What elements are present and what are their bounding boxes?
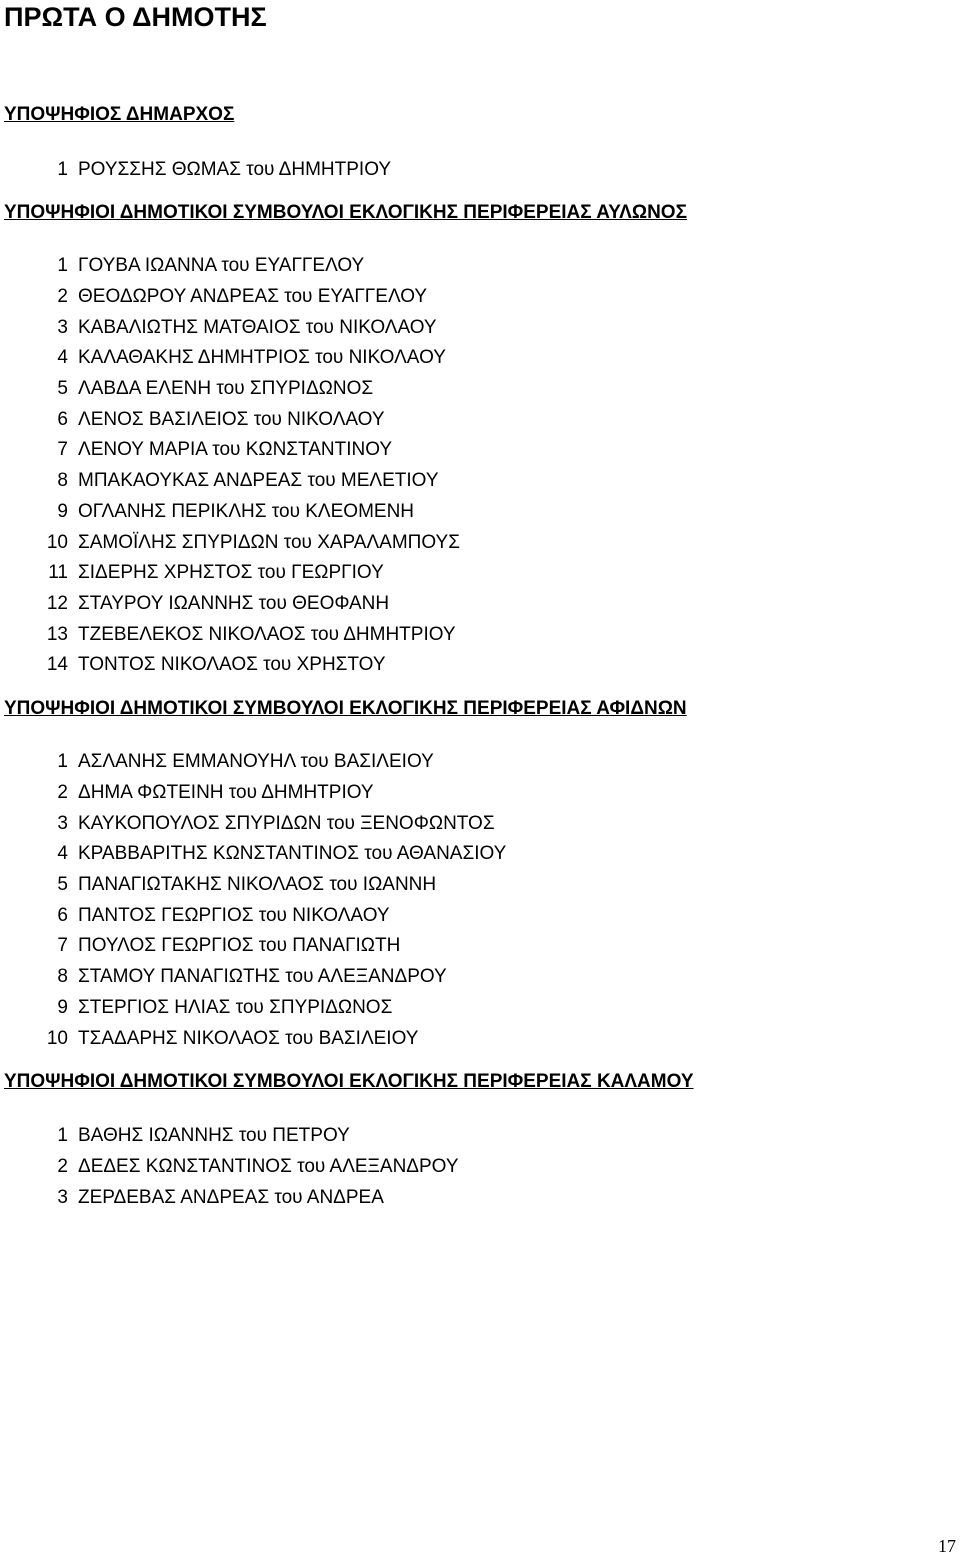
candidate-name: ΚΡΑΒΒΑΡΙΤΗΣ ΚΩΝΣΤΑΝΤΙΝΟΣ του ΑΘΑΝΑΣΙΟΥ	[78, 843, 507, 865]
list-item	[0, 1182, 459, 1213]
section-heading-avlonos: ΥΠΟΨΗΦΙΟΙ ΔΗΜΟΤΙΚΟΙ ΣΥΜΒΟΥΛΟΙ ΕΚΛΟΓΙΚΗΣ ΠΕΡΙΦΕΡΕΙΑΣ ΑΥΛΩΝΟΣ	[4, 202, 687, 223]
list-item	[0, 374, 460, 405]
candidate-number: 9	[57, 996, 68, 1018]
candidate-number: 12	[46, 592, 68, 614]
list-item	[0, 558, 460, 589]
candidate-name: ΚΑΥΚΟΠΟΥΛΟΣ ΣΠΥΡΙΔΩΝ του ΞΕΝΟΦΩΝΤΟΣ	[78, 812, 495, 834]
candidate-name: ΔΗΜΑ ΦΩΤΕΙΝΗ του ΔΗΜΗΤΡΙΟΥ	[78, 782, 374, 804]
candidate-number: 6	[57, 408, 68, 430]
candidate-name: ΣΤΕΡΓΙΟΣ ΗΛΙΑΣ του ΣΠΥΡΙΔΩΝΟΣ	[78, 996, 393, 1018]
list-item	[0, 466, 460, 497]
candidate-number: 8	[57, 966, 68, 988]
candidate-number: 5	[57, 378, 68, 400]
candidate-number: 4	[57, 843, 68, 865]
candidate-name: ΤΖΕΒΕΛΕΚΟΣ ΝΙΚΟΛΑΟΣ του ΔΗΜΗΤΡΙΟΥ	[78, 623, 456, 645]
list-item	[0, 282, 460, 313]
page-title: ΠΡΩΤΑ Ο ΔΗΜΟΤΗΣ	[4, 2, 267, 32]
candidate-name: ΡΟΥΣΣΗΣ ΘΩΜΑΣ του ΔΗΜΗΤΡΙΟΥ	[78, 159, 392, 181]
candidate-number: 10	[46, 1027, 68, 1049]
candidate-number: 3	[57, 812, 68, 834]
list-item	[0, 155, 391, 186]
candidate-number: 11	[48, 562, 68, 584]
list-item	[0, 404, 460, 435]
candidate-number: 14	[46, 654, 68, 676]
list-item	[0, 931, 506, 962]
list-item	[0, 839, 506, 870]
candidate-number: 2	[57, 286, 68, 308]
list-item	[0, 1152, 459, 1183]
candidate-name: ΚΑΒΑΛΙΩΤΗΣ ΜΑΤΘΑΙΟΣ του ΝΙΚΟΛΑΟΥ	[78, 316, 437, 338]
candidate-name: ΛΕΝΟΣ ΒΑΣΙΛΕΙΟΣ του ΝΙΚΟΛΑΟΥ	[78, 408, 385, 430]
candidate-number: 5	[57, 874, 68, 896]
candidate-number: 8	[57, 470, 68, 492]
list-item	[0, 870, 506, 901]
list-item	[0, 1023, 506, 1054]
section-heading-afidnon: ΥΠΟΨΗΦΙΟΙ ΔΗΜΟΤΙΚΟΙ ΣΥΜΒΟΥΛΟΙ ΕΚΛΟΓΙΚΗΣ ΠΕΡΙΦΕΡΕΙΑΣ ΑΦΙΔΝΩΝ	[4, 698, 687, 719]
candidate-number: 1	[57, 751, 68, 773]
candidate-name: ΣΤΑΜΟΥ ΠΑΝΑΓΙΩΤΗΣ του ΑΛΕΞΑΝΔΡΟΥ	[78, 966, 447, 988]
candidate-number: 6	[57, 904, 68, 926]
candidate-number: 7	[57, 935, 68, 957]
candidate-name: ΣΑΜΟΪΛΗΣ ΣΠΥΡΙΔΩΝ του ΧΑΡΑΛΑΜΠΟΥΣ	[78, 531, 460, 553]
section-heading-mayor: ΥΠΟΨΗΦΙΟΣ ΔΗΜΑΡΧΟΣ	[4, 104, 235, 125]
list-item	[0, 778, 506, 809]
candidate-name: ΖΕΡΔΕΒΑΣ ΑΝΔΡΕΑΣ του ΑΝΔΡΕΑ	[78, 1186, 384, 1208]
candidate-name: ΤΟΝΤΟΣ ΝΙΚΟΛΑΟΣ του ΧΡΗΣΤΟΥ	[78, 654, 386, 676]
candidate-number: 7	[57, 439, 68, 461]
candidate-name: ΠΑΝΑΓΙΩΤΑΚΗΣ ΝΙΚΟΛΑΟΣ του ΙΩΑΝΝΗ	[78, 874, 437, 896]
candidate-name: ΤΣΑΔΑΡΗΣ ΝΙΚΟΛΑΟΣ του ΒΑΣΙΛΕΙΟΥ	[78, 1027, 419, 1049]
candidate-number: 4	[57, 347, 68, 369]
candidate-number: 10	[46, 531, 68, 553]
list-item	[0, 962, 506, 993]
candidate-number: 1	[57, 1125, 68, 1147]
candidate-name: ΓΟΥΒΑ ΙΩΑΝΝΑ του ΕΥΑΓΓΕΛΟΥ	[78, 255, 365, 277]
list-item	[0, 993, 506, 1024]
list-item	[0, 251, 460, 282]
candidate-name: ΜΠΑΚΑΟΥΚΑΣ ΑΝΔΡΕΑΣ του ΜΕΛΕΤΙΟΥ	[78, 470, 439, 492]
page-number: 17	[938, 1536, 956, 1556]
candidate-name: ΚΑΛΑΘΑΚΗΣ ΔΗΜΗΤΡΙΟΣ του ΝΙΚΟΛΑΟΥ	[78, 347, 446, 369]
list-item	[0, 808, 506, 839]
candidate-name: ΛΕΝΟΥ ΜΑΡΙΑ του ΚΩΝΣΤΑΝΤΙΝΟΥ	[78, 439, 393, 461]
candidate-name: ΑΣΛΑΝΗΣ ΕΜΜΑΝΟΥΗΛ του ΒΑΣΙΛΕΙΟΥ	[78, 751, 434, 773]
candidate-list-mayor	[0, 155, 391, 186]
candidate-list-afidnon	[0, 747, 506, 1054]
list-item	[0, 312, 460, 343]
section-heading-kalamou: ΥΠΟΨΗΦΙΟΙ ΔΗΜΟΤΙΚΟΙ ΣΥΜΒΟΥΛΟΙ ΕΚΛΟΓΙΚΗΣ ΠΕΡΙΦΕΡΕΙΑΣ ΚΑΛΑΜΟΥ	[4, 1071, 694, 1092]
list-item	[0, 1121, 459, 1152]
candidate-list-avlonos	[0, 251, 460, 681]
candidate-name: ΠΑΝΤΟΣ ΓΕΩΡΓΙΟΣ του ΝΙΚΟΛΑΟΥ	[78, 904, 390, 926]
list-item	[0, 589, 460, 620]
list-item	[0, 747, 506, 778]
list-item	[0, 650, 460, 681]
candidate-number: 3	[57, 1186, 68, 1208]
candidate-name: ΟΓΛΑΝΗΣ ΠΕΡΙΚΛΗΣ του ΚΛΕΟΜΕΝΗ	[78, 500, 415, 522]
candidate-number: 3	[57, 316, 68, 338]
list-item	[0, 343, 460, 374]
candidate-number: 9	[57, 500, 68, 522]
list-item	[0, 497, 460, 528]
candidate-number: 1	[57, 159, 68, 181]
candidate-name: ΘΕΟΔΩΡΟΥ ΑΝΔΡΕΑΣ του ΕΥΑΓΓΕΛΟΥ	[78, 286, 428, 308]
candidate-name: ΠΟΥΛΟΣ ΓΕΩΡΓΙΟΣ του ΠΑΝΑΓΙΩΤΗ	[78, 935, 401, 957]
candidate-name: ΣΙΔΕΡΗΣ ΧΡΗΣΤΟΣ του ΓΕΩΡΓΙΟΥ	[78, 562, 384, 584]
candidate-number: 2	[57, 782, 68, 804]
candidate-number: 2	[57, 1156, 68, 1178]
list-item	[0, 619, 460, 650]
candidate-number: 1	[57, 255, 68, 277]
candidate-number: 13	[46, 623, 68, 645]
candidate-name: ΔΕΔΕΣ ΚΩΝΣΤΑΝΤΙΝΟΣ του ΑΛΕΞΑΝΔΡΟΥ	[78, 1156, 459, 1178]
list-item	[0, 900, 506, 931]
candidate-name: ΣΤΑΥΡΟΥ ΙΩΑΝΝΗΣ του ΘΕΟΦΑΝΗ	[78, 592, 390, 614]
list-item	[0, 527, 460, 558]
candidate-name: ΛΑΒΔΑ ΕΛΕΝΗ του ΣΠΥΡΙΔΩΝΟΣ	[78, 378, 374, 400]
candidate-list-kalamou	[0, 1121, 459, 1213]
candidate-name: ΒΑΘΗΣ ΙΩΑΝΝΗΣ του ΠΕΤΡΟΥ	[78, 1125, 350, 1147]
list-item	[0, 435, 460, 466]
